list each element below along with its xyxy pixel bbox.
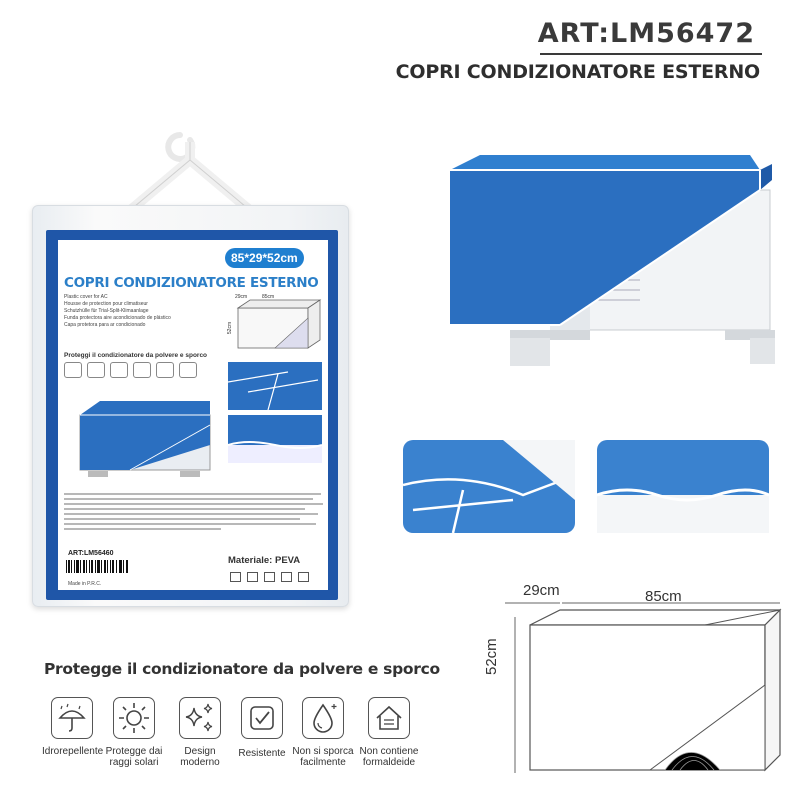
package-made-in: Made in P.R.C. bbox=[68, 581, 102, 587]
dimension-height: 52cm bbox=[483, 638, 500, 675]
feature-sun-protection bbox=[101, 697, 167, 768]
feature-modern-design bbox=[168, 697, 232, 768]
package-art-code: ART:LM56460 bbox=[68, 550, 114, 557]
package-icon bbox=[133, 362, 151, 378]
sun-icon bbox=[113, 697, 155, 739]
package-subtitle: Housse de protection pour climatiseur bbox=[64, 301, 148, 307]
feature-water-repellent bbox=[42, 697, 102, 757]
drop-icon bbox=[302, 697, 344, 739]
care-icon bbox=[264, 572, 275, 582]
care-icon bbox=[298, 572, 309, 582]
package-cover-illustration bbox=[70, 395, 220, 485]
package-detail-1 bbox=[228, 362, 322, 410]
feature-resistant bbox=[232, 697, 292, 759]
package-icon bbox=[179, 362, 197, 378]
package-protect-text: Proteggi il condizionatore da polvere e sporco bbox=[64, 352, 208, 359]
dimension-depth: 29cm bbox=[523, 582, 560, 599]
product-photo-ac-cover bbox=[410, 150, 780, 370]
package-subtitle: Schutzhülle für Trial-Split-Klimaanlage bbox=[64, 308, 149, 314]
package-mini-width: 85cm bbox=[262, 294, 275, 300]
detail-photo-edge bbox=[597, 440, 769, 533]
product-title: COPRI CONDIZIONATORE ESTERNO bbox=[395, 61, 760, 83]
care-icon bbox=[247, 572, 258, 582]
feature-label: Non contiene formaldeide bbox=[359, 746, 419, 768]
package-mini-diagram bbox=[230, 296, 322, 352]
check-shield-icon bbox=[241, 697, 283, 739]
package-multilingual-text bbox=[64, 490, 326, 542]
article-code-underline bbox=[540, 53, 762, 55]
package-mini-depth: 29cm bbox=[235, 294, 248, 300]
feature-label: Non si sporca facilmente bbox=[292, 746, 354, 768]
detail-photo-seams bbox=[403, 440, 575, 533]
package-icon bbox=[156, 362, 174, 378]
feature-label: Protegge dai raggi solari bbox=[105, 746, 163, 768]
feature-stain-resistant bbox=[292, 697, 354, 768]
article-code: ART:LM56472 bbox=[537, 18, 755, 49]
care-icon bbox=[281, 572, 292, 582]
package-detail-2 bbox=[228, 415, 322, 463]
feature-label: Design moderno bbox=[180, 746, 220, 768]
house-icon bbox=[368, 697, 410, 739]
umbrella-icon bbox=[51, 697, 93, 739]
feature-formaldehyde-free bbox=[354, 697, 424, 768]
package-feature-icons bbox=[64, 362, 214, 380]
features-heading: Protegge il condizionatore da polvere e sporco bbox=[44, 660, 440, 678]
barcode-icon bbox=[66, 560, 128, 576]
dimension-diagram bbox=[500, 595, 790, 775]
package-subtitle: Plastic cover for AC bbox=[64, 294, 108, 300]
package-icon bbox=[110, 362, 128, 378]
package-title: COPRI CONDIZIONATORE ESTERNO bbox=[64, 275, 319, 291]
feature-label: Idrorepellente bbox=[42, 746, 104, 757]
feature-label: Resistente bbox=[238, 748, 286, 759]
package-mini-height: 52cm bbox=[227, 321, 234, 335]
package-icon bbox=[64, 362, 82, 378]
care-icon bbox=[230, 572, 241, 582]
package-icon bbox=[87, 362, 105, 378]
package-subtitle: Funda protectora aire acondicionado de plástico bbox=[64, 315, 171, 321]
package-size-badge: 85*29*52cm bbox=[225, 248, 304, 268]
dimension-width: 85cm bbox=[645, 588, 682, 605]
package-care-icons bbox=[230, 572, 320, 582]
sparkle-icon bbox=[179, 697, 221, 739]
package-subtitle: Capa protetora para ar condicionado bbox=[64, 322, 146, 328]
package-material: Materiale: PEVA bbox=[228, 555, 301, 566]
